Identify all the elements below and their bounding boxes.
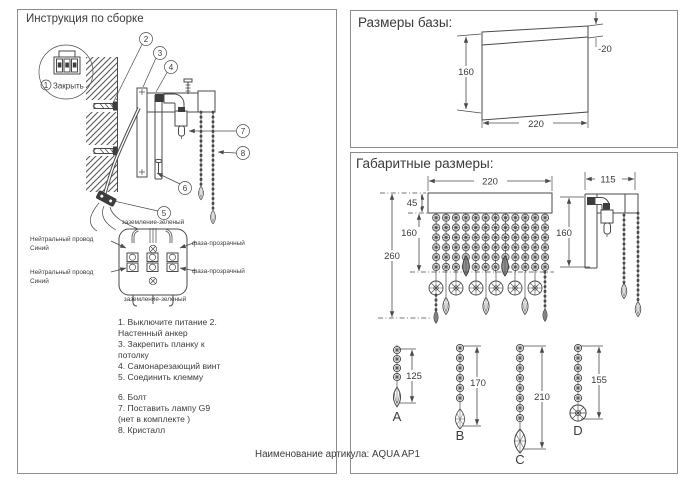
steps-list bbox=[118, 317, 221, 436]
front-width-label: 220 bbox=[482, 176, 498, 188]
side-view bbox=[552, 172, 641, 317]
neutral-color-2: Синий bbox=[30, 278, 49, 285]
strand-D-length: 155 bbox=[591, 375, 607, 386]
overall-dimensions-title: Габаритные размеры: bbox=[356, 156, 494, 171]
svg-text:7: 7 bbox=[240, 127, 246, 136]
screw bbox=[184, 79, 192, 94]
step-line: 7. Поставить лампу G9 bbox=[118, 403, 211, 413]
terminal-block bbox=[111, 228, 196, 306]
bead-chain bbox=[198, 112, 215, 224]
strand-C-length: 210 bbox=[534, 392, 550, 403]
instructions-title: Инструкция по сборке bbox=[26, 13, 144, 25]
strand-B-length: 170 bbox=[470, 378, 486, 389]
crystal-curtain bbox=[431, 213, 550, 273]
neutral-color-1: Синий bbox=[30, 245, 49, 252]
callout-8 bbox=[218, 147, 250, 160]
base-drawing bbox=[454, 12, 612, 130]
front-view bbox=[378, 176, 554, 324]
neutral-label-1: Нейтральный провод bbox=[30, 236, 94, 243]
svg-text:8: 8 bbox=[240, 149, 246, 158]
wall-anchor bbox=[93, 147, 117, 156]
ground-label-bottom: заземление-зеленый bbox=[123, 296, 187, 303]
strand-C bbox=[514, 344, 553, 467]
svg-text:3: 3 bbox=[157, 49, 163, 58]
base-height-label: 160 bbox=[458, 67, 474, 78]
strand-C-label: C bbox=[515, 452, 525, 467]
svg-text:6: 6 bbox=[182, 184, 188, 193]
ground-label-top: заземление-зеленый bbox=[121, 219, 185, 226]
svg-text:4: 4 bbox=[168, 63, 174, 72]
step-line: потолку bbox=[118, 350, 149, 360]
g9-bulb bbox=[179, 126, 185, 136]
step-line: 8. Кристалл bbox=[118, 425, 166, 435]
side-height-label: 160 bbox=[556, 228, 572, 239]
strand-A bbox=[393, 345, 425, 424]
strand-A-length: 125 bbox=[406, 371, 422, 382]
front-total-height-label: 260 bbox=[384, 251, 400, 262]
step-line: 3. Закрепить планку к bbox=[118, 339, 205, 349]
lamp-assembly bbox=[147, 91, 215, 139]
breaker-icon bbox=[54, 51, 80, 74]
terminal-screws bbox=[127, 253, 178, 272]
svg-text:2: 2 bbox=[143, 35, 149, 44]
front-plate-height-label: 45 bbox=[406, 198, 418, 209]
strand-D bbox=[570, 344, 610, 438]
svg-text:5: 5 bbox=[161, 209, 167, 218]
power-off-callout bbox=[39, 45, 93, 99]
phase-label-1: фаза-прозрачный bbox=[192, 240, 245, 247]
step-line: (нет в комплекте ) bbox=[118, 414, 191, 424]
side-width-label: 115 bbox=[600, 174, 616, 186]
step-line: Настенный анкер bbox=[118, 328, 188, 338]
step-line: 6. Болт bbox=[118, 392, 147, 402]
strand-D-label: D bbox=[573, 423, 583, 438]
close-label: Закрыть bbox=[53, 81, 84, 91]
step-line: 4. Самонарезающий винт bbox=[118, 361, 221, 371]
lamp-socket bbox=[175, 111, 187, 126]
base-width-label: 220 bbox=[528, 119, 544, 130]
phase-label-2: фаза-прозрачный bbox=[192, 268, 245, 275]
callout-1-number: 1 bbox=[43, 81, 49, 90]
base-dimensions-title: Размеры базы: bbox=[358, 15, 453, 30]
step-line: 1. Выключите питание 2. bbox=[118, 317, 217, 327]
base-depth-label: -20 bbox=[598, 44, 612, 55]
callout-4 bbox=[156, 61, 178, 93]
step-line: 5. Соединить клемму bbox=[118, 372, 204, 382]
article-name-label: Наименование артикула: AQUA AP1 bbox=[255, 449, 420, 460]
front-curtain-height-label: 160 bbox=[401, 228, 417, 239]
strand-A-label: A bbox=[392, 409, 402, 424]
neutral-label-2: Нейтральный провод bbox=[30, 269, 94, 276]
callout-5 bbox=[114, 201, 171, 220]
callout-3 bbox=[143, 47, 167, 88]
callout-7 bbox=[189, 125, 250, 138]
strand-B bbox=[455, 344, 489, 443]
assembly-diagram bbox=[30, 33, 250, 307]
strand-B-label: B bbox=[455, 428, 465, 443]
